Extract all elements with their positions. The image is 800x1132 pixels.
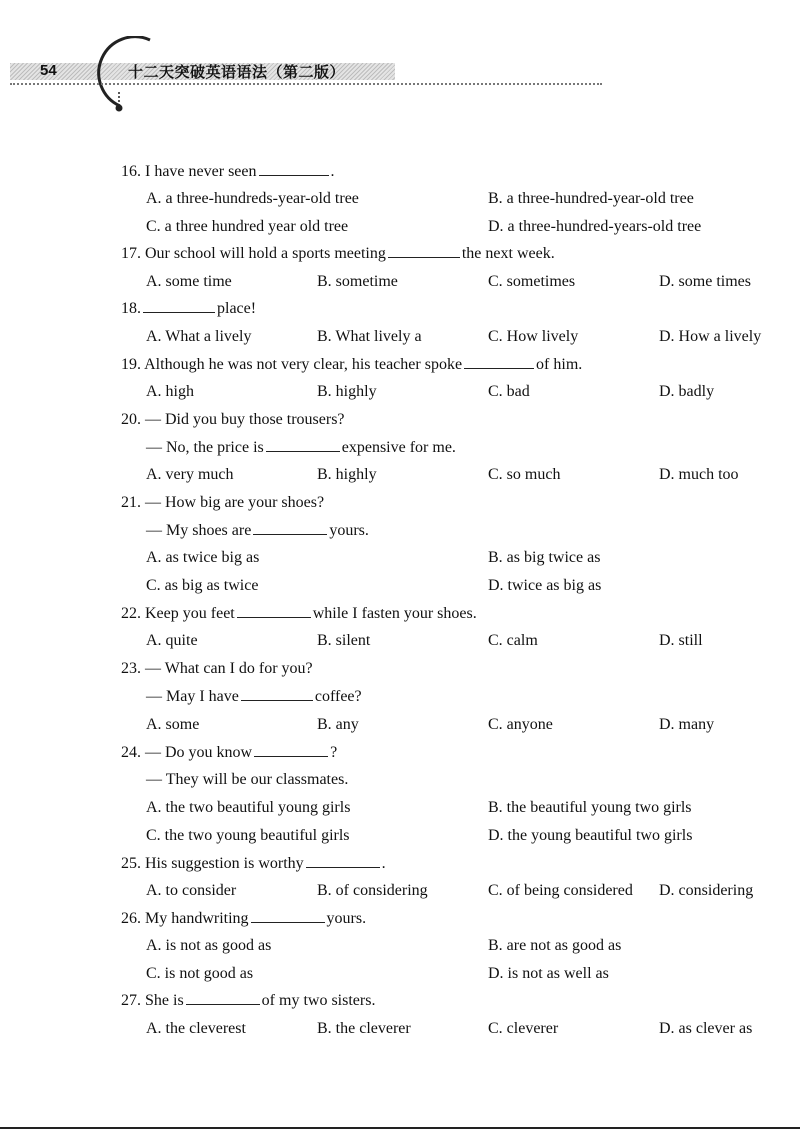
option-c: C. bad — [488, 383, 530, 400]
option-c: C. cleverer — [488, 1020, 559, 1037]
option-b: B. sometime — [317, 273, 398, 290]
answer-blank — [251, 910, 325, 923]
question-23-reply: — May I have coffee? — [146, 688, 362, 705]
option-d: D. is not as well as — [488, 965, 609, 982]
option-a: A. as twice big as — [146, 549, 260, 566]
question-26-stem: 26. My handwriting yours. — [121, 910, 367, 927]
answer-blank — [186, 992, 260, 1005]
question-22-stem: 22. Keep you feet while I fasten your shoes. — [121, 605, 477, 622]
answer-blank — [237, 605, 311, 618]
option-d: D. badly — [659, 383, 715, 400]
option-c: C. a three hundred year old tree — [146, 218, 349, 235]
question-20-stem: 20. — Did you buy those trousers? — [121, 411, 345, 428]
option-d: D. as clever as — [659, 1020, 753, 1037]
option-d: D. some times — [659, 273, 751, 290]
question-16-stem: 16. I have never seen . — [121, 163, 335, 180]
option-a: A. high — [146, 383, 194, 400]
option-b: B. of considering — [317, 882, 428, 899]
question-21-stem: 21. — How big are your shoes? — [121, 494, 325, 511]
book-title: 十二天突破英语语法（第二版） — [128, 63, 346, 81]
option-b: B. highly — [317, 466, 377, 483]
option-b: B. the cleverer — [317, 1020, 411, 1037]
question-19-stem: 19. Although he was not very clear, his teacher spoke of him. — [121, 356, 583, 373]
option-c: C. so much — [488, 466, 561, 483]
answer-blank — [464, 356, 534, 369]
option-c: C. of being considered — [488, 882, 633, 899]
question-23-stem: 23. — What can I do for you? — [121, 660, 313, 677]
option-c: C. is not good as — [146, 965, 254, 982]
option-a: A. quite — [146, 632, 198, 649]
option-b: B. as big twice as — [488, 549, 601, 566]
option-d: D. considering — [659, 882, 754, 899]
page-number: 54 — [40, 62, 57, 79]
option-a: A. the two beautiful young girls — [146, 799, 351, 816]
option-d: D. still — [659, 632, 703, 649]
answer-blank — [266, 439, 340, 452]
question-27-stem: 27. She is of my two sisters. — [121, 992, 376, 1009]
question-17-stem: 17. Our school will hold a sports meeting the next week. — [121, 245, 555, 262]
answer-blank — [241, 688, 313, 701]
question-24-reply: — They will be our classmates. — [146, 771, 349, 788]
option-a: A. a three-hundreds-year-old tree — [146, 190, 359, 207]
answer-blank — [306, 855, 380, 868]
option-b: B. a three-hundred-year-old tree — [488, 190, 694, 207]
answer-blank — [143, 300, 215, 313]
option-d: D. a three-hundred-years-old tree — [488, 218, 702, 235]
option-c: C. calm — [488, 632, 538, 649]
option-b: B. are not as good as — [488, 937, 622, 954]
option-c: C. as big as twice — [146, 577, 259, 594]
option-a: A. What a lively — [146, 328, 252, 345]
option-d: D. twice as big as — [488, 577, 602, 594]
option-d: D. the young beautiful two girls — [488, 827, 693, 844]
option-a: A. to consider — [146, 882, 237, 899]
option-b: B. highly — [317, 383, 377, 400]
option-c: C. How lively — [488, 328, 579, 345]
option-d: D. How a lively — [659, 328, 762, 345]
answer-blank — [253, 522, 327, 535]
option-a: A. the cleverest — [146, 1020, 246, 1037]
question-25-stem: 25. His suggestion is worthy . — [121, 855, 386, 872]
option-c: C. the two young beautiful girls — [146, 827, 350, 844]
question-24-stem: 24. — Do you know ? — [121, 744, 338, 761]
option-d: D. much too — [659, 466, 739, 483]
footer-rule — [0, 1127, 800, 1129]
question-21-reply: — My shoes are yours. — [146, 522, 369, 539]
option-a: A. very much — [146, 466, 234, 483]
option-a: A. some — [146, 716, 200, 733]
option-a: A. some time — [146, 273, 232, 290]
question-18-stem: 18. place! — [121, 300, 257, 317]
option-b: B. What lively a — [317, 328, 422, 345]
answer-blank — [388, 245, 460, 258]
header-dotted-rule — [10, 83, 602, 85]
question-20-reply: — No, the price is expensive for me. — [146, 439, 456, 456]
answer-blank — [254, 744, 328, 757]
option-b: B. the beautiful young two girls — [488, 799, 692, 816]
option-b: B. any — [317, 716, 359, 733]
option-a: A. is not as good as — [146, 937, 272, 954]
option-c: C. anyone — [488, 716, 553, 733]
option-b: B. silent — [317, 632, 371, 649]
option-d: D. many — [659, 716, 715, 733]
option-c: C. sometimes — [488, 273, 576, 290]
answer-blank — [259, 163, 329, 176]
